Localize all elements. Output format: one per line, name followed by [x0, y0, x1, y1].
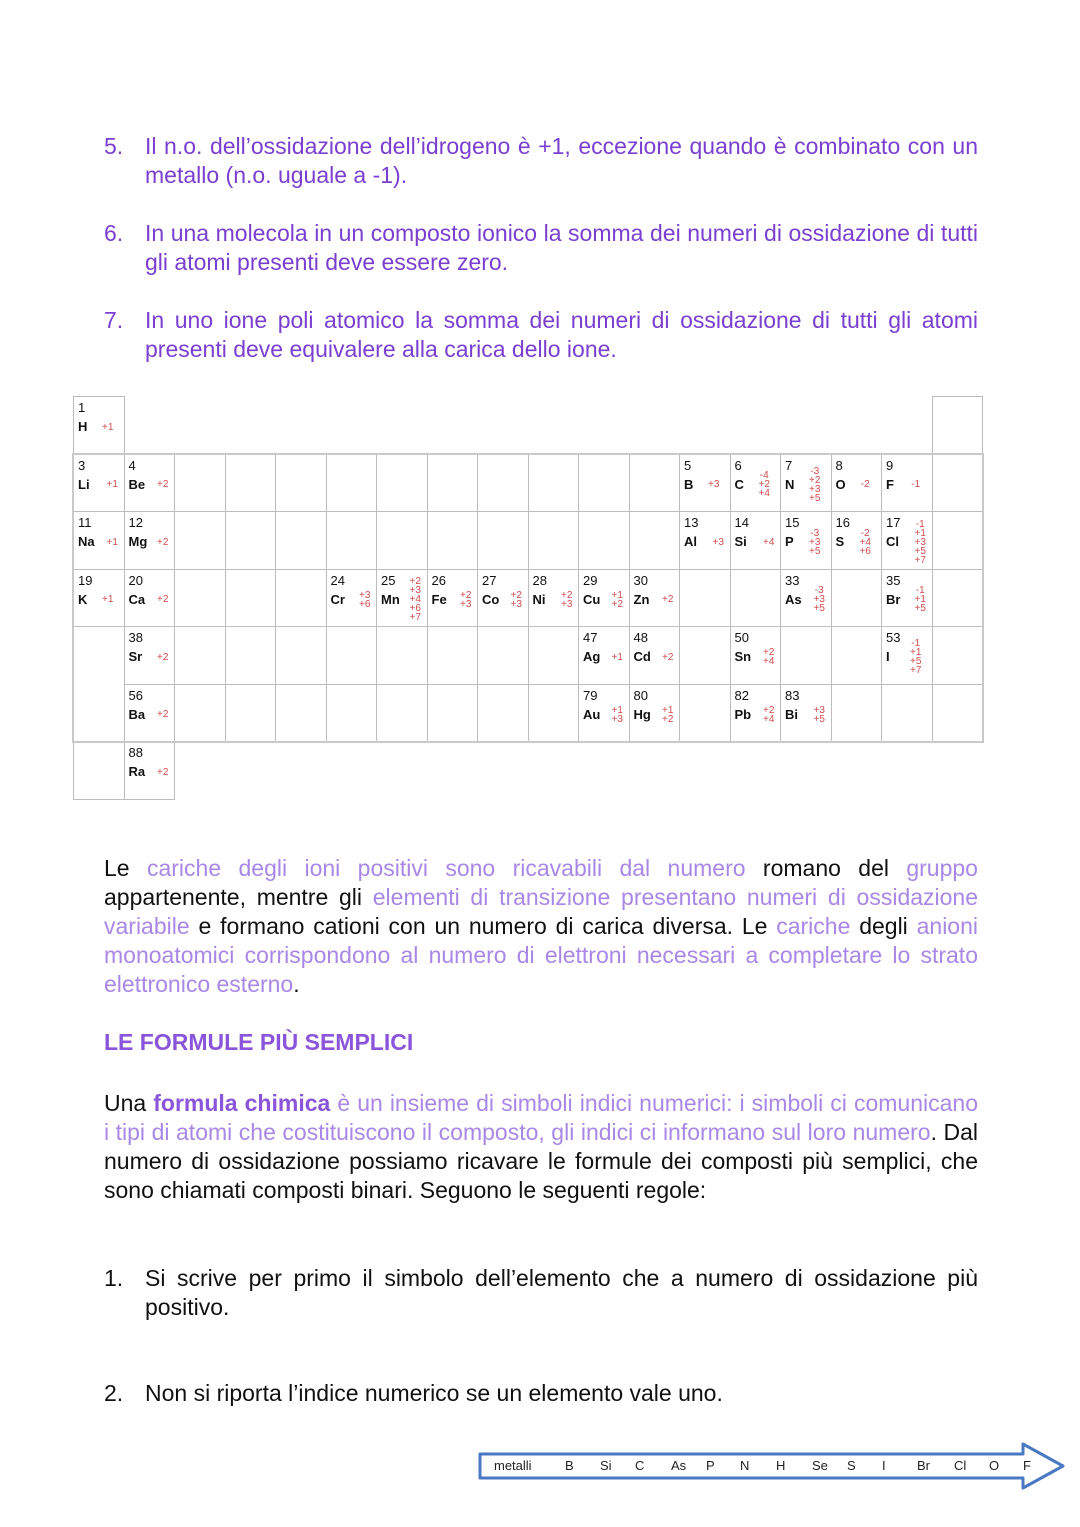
oxidation-state: +2 [662, 651, 674, 663]
oxidation-state: +3 [561, 598, 573, 610]
element-symbol: Ag [583, 649, 601, 664]
empty-cell [932, 454, 984, 513]
empty-cell [578, 511, 630, 570]
element-cell [376, 569, 428, 628]
element-symbol: Sn [734, 649, 752, 664]
oxidation-state: +2 [460, 589, 472, 601]
rule-number: 5. [104, 133, 124, 159]
oxidation-state: -1 [911, 638, 921, 649]
empty-cell [477, 684, 529, 743]
empty-cell [174, 511, 226, 570]
atomic-number: 35 [886, 572, 901, 588]
element-symbol: Ba [128, 706, 146, 722]
oxidation-state: +2 [157, 766, 169, 778]
rule-1 [104, 1264, 978, 1322]
empty-cell [326, 454, 378, 513]
atomic-number: 53 [886, 630, 901, 645]
atomic-number: 38 [128, 630, 143, 645]
oxidation-state: +6 [409, 603, 421, 614]
scale-label: S [847, 1458, 856, 1473]
empty-cell [427, 684, 479, 743]
rule-6 [104, 219, 978, 277]
element-cell [679, 454, 731, 513]
atomic-number: 20 [128, 572, 143, 588]
element-symbol: C [734, 476, 744, 492]
element-symbol: Mn [381, 591, 400, 607]
element-cell [730, 511, 782, 570]
element-cell [124, 626, 176, 685]
rule-2 [104, 1379, 978, 1408]
empty-cell [275, 684, 327, 743]
oxidation-state: +3 [708, 479, 720, 490]
text-run: formula chimica [153, 1090, 331, 1116]
oxidation-state: +1 [106, 479, 118, 490]
atomic-number: 27 [482, 572, 497, 588]
oxidation-state: +1 [611, 704, 623, 716]
element-symbol: I [886, 649, 890, 664]
rule-number: 6. [104, 220, 124, 246]
empty-cell [881, 684, 933, 743]
empty-cell [427, 454, 479, 513]
atomic-number: 29 [583, 572, 598, 588]
rule-5 [104, 132, 978, 190]
rule-number: 1. [104, 1265, 124, 1291]
element-symbol: P [785, 534, 794, 549]
rule-number: 7. [104, 307, 124, 333]
empty-cell [578, 454, 630, 513]
oxidation-state: +5 [809, 492, 821, 504]
element-cell [326, 569, 378, 628]
empty-cell [225, 454, 277, 513]
atomic-number: 33 [785, 572, 800, 588]
element-cell [780, 454, 832, 513]
element-cell [578, 626, 630, 685]
element-symbol: Cu [583, 591, 601, 607]
oxidation-state: +3 [460, 598, 472, 610]
empty-cell [376, 454, 428, 513]
text-run: cariche [776, 913, 851, 939]
text-run: cariche degli ioni positivi sono ricavabili dal numero [146, 855, 746, 881]
oxidation-state: -4 [759, 470, 769, 481]
scale-label: metalli [494, 1458, 532, 1473]
rule-text: In una molecola in un composto ionico la somma dei numeri di ossidazione di tutti gli atomi presenti deve essere zero. [145, 220, 978, 275]
element-symbol: Zn [633, 591, 650, 607]
scale-label: B [565, 1458, 574, 1473]
charges-paragraph [104, 854, 978, 999]
oxidation-state: +1 [914, 594, 926, 605]
element-cell [780, 511, 832, 570]
oxidation-state: +2 [611, 598, 623, 610]
oxidation-state: +3 [611, 713, 623, 725]
atomic-number: 6 [734, 457, 742, 473]
empty-cell [477, 511, 529, 570]
electronegativity-scale [480, 1455, 1040, 1479]
oxidation-state: +6 [359, 598, 371, 610]
empty-cell [225, 511, 277, 570]
oxidation-state: +1 [914, 527, 926, 539]
element-symbol: Fe [431, 591, 447, 607]
element-cell [578, 684, 630, 743]
empty-cell [275, 511, 327, 570]
element-cell [427, 569, 479, 628]
scale-label: O [989, 1458, 1000, 1473]
empty-cell [932, 511, 984, 570]
empty-cell [629, 511, 681, 570]
text-run: elementi di transizione presentano numeri di ossidazione variabile [104, 884, 979, 939]
oxidation-state: +1 [611, 589, 623, 601]
element-cell [881, 511, 933, 570]
scale-label: F [1023, 1458, 1031, 1473]
atomic-number: 7 [785, 457, 793, 473]
atomic-number: 4 [128, 457, 136, 473]
oxidation-state: -1 [915, 585, 925, 596]
empty-cell [932, 396, 984, 455]
oxidation-state: -3 [814, 585, 824, 596]
atomic-number: 14 [734, 515, 749, 530]
oxidation-state: +4 [763, 656, 775, 667]
empty-cell [376, 626, 428, 685]
oxidation-state: +4 [409, 594, 421, 605]
oxidation-state: +3 [510, 598, 522, 610]
element-symbol: S [835, 534, 845, 549]
empty-cell [376, 684, 428, 743]
atomic-number: 47 [583, 630, 598, 645]
empty-cell [932, 626, 984, 685]
element-cell [780, 684, 832, 743]
atomic-number: 28 [532, 572, 547, 588]
oxidation-state: +2 [662, 713, 674, 725]
empty-cell [427, 626, 479, 685]
atomic-number: 83 [785, 687, 800, 703]
element-symbol: As [785, 591, 802, 607]
empty-cell [174, 569, 226, 628]
oxidation-state: -3 [810, 465, 820, 477]
oxidation-state: +2 [157, 479, 169, 490]
rule-text: Il n.o. dell’ossidazione dell’idrogeno è +1, eccezione quando è combinato con un metallo (n.o. uguale a -1). [145, 133, 978, 188]
atomic-number: 88 [128, 745, 143, 760]
oxidation-state: +3 [914, 536, 926, 548]
oxidation-state: +3 [813, 594, 825, 605]
text-run: e formano cationi con un numero di carica diversa. Le [189, 913, 777, 939]
empty-cell [427, 511, 479, 570]
empty-cell [376, 511, 428, 570]
element-symbol: Pb [734, 706, 752, 722]
scale-label: Br [917, 1458, 930, 1473]
rule-text: Si scrive per primo il simbolo dell’elemento che a numero di ossidazione più positivo. [145, 1265, 978, 1320]
element-symbol: H [78, 419, 88, 434]
element-cell [831, 454, 883, 513]
oxidation-state: +5 [813, 603, 825, 614]
atomic-number: 17 [886, 515, 901, 530]
oxidation-state: +1 [662, 704, 674, 716]
text-run: . [293, 971, 300, 997]
element-cell [578, 569, 630, 628]
oxidation-state: +3 [809, 536, 821, 548]
oxidation-state: +3 [712, 536, 724, 548]
oxidation-state: +2 [758, 479, 770, 490]
oxidation-state: +2 [157, 651, 169, 663]
empty-cell [730, 569, 782, 628]
element-cell [730, 626, 782, 685]
element-symbol: Au [583, 706, 601, 722]
element-cell [629, 684, 681, 743]
atomic-number: 30 [633, 572, 648, 588]
empty-cell [679, 684, 731, 743]
formula-paragraph [104, 1089, 978, 1205]
oxidation-state: +7 [914, 554, 926, 566]
oxidation-state: -3 [810, 527, 820, 539]
element-cell [881, 626, 933, 685]
oxidation-state: +2 [662, 594, 674, 605]
element-cell [730, 684, 782, 743]
empty-cell [679, 569, 731, 628]
atomic-number: 50 [734, 630, 749, 645]
element-symbol: Ni [532, 591, 546, 607]
empty-cell [477, 454, 529, 513]
empty-cell [629, 454, 681, 513]
oxidation-state: +1 [102, 594, 114, 605]
scale-label: P [706, 1458, 715, 1473]
empty-cell [174, 626, 226, 685]
oxidation-state: -2 [860, 479, 870, 490]
element-symbol: Co [482, 591, 500, 607]
atomic-number: 8 [835, 457, 843, 473]
element-symbol: Ca [128, 591, 146, 607]
empty-cell [780, 626, 832, 685]
empty-cell [528, 454, 580, 513]
element-cell [831, 511, 883, 570]
element-symbol: Hg [633, 706, 651, 722]
text-run: anioni monoatomici corrispondono al numero di elettroni necessari a completare lo strato elettronico esterno [104, 913, 978, 997]
atomic-number: 56 [128, 687, 143, 703]
element-symbol: Bi [785, 706, 798, 722]
element-symbol: Na [78, 534, 95, 549]
atomic-number: 16 [835, 515, 850, 530]
empty-cell [275, 569, 327, 628]
element-cell [73, 454, 125, 513]
element-symbol: B [684, 476, 694, 492]
empty-cell [326, 511, 378, 570]
oxidation-state: +3 [409, 585, 421, 596]
oxidation-state: +2 [809, 474, 821, 486]
oxidation-state: +4 [758, 488, 770, 499]
element-cell [73, 569, 125, 628]
oxidation-state: +1 [611, 651, 623, 663]
element-cell [124, 684, 176, 743]
element-cell [679, 511, 731, 570]
oxidation-state: +3 [359, 589, 371, 601]
oxidation-state: +1 [102, 421, 114, 433]
element-cell [881, 569, 933, 628]
text-run: Una [104, 1090, 154, 1116]
scale-label: Cl [954, 1458, 967, 1473]
text-run: appartenente, mentre gli [104, 884, 373, 910]
text-run: è un insieme di simboli indici numerici: i simboli ci comunicano i tipi di atomi che costituiscono il composto, gli indici ci informano sul loro numero [104, 1090, 978, 1145]
element-symbol: F [886, 476, 894, 492]
scale-label: N [740, 1458, 750, 1473]
empty-cell [528, 626, 580, 685]
oxidation-state: +2 [157, 536, 169, 548]
empty-cell [528, 684, 580, 743]
oxidation-state: +2 [763, 647, 775, 658]
element-symbol: Be [128, 476, 146, 492]
element-cell [528, 569, 580, 628]
element-cell [124, 569, 176, 628]
element-symbol: Cr [330, 591, 345, 607]
oxidation-state: +2 [561, 589, 573, 601]
empty-cell [831, 569, 883, 628]
rule-text: Non si riporta l’indice numerico se un elemento vale uno. [145, 1380, 723, 1406]
empty-cell [326, 684, 378, 743]
atomic-number: 26 [431, 572, 446, 588]
text-run: gruppo [906, 855, 978, 881]
section-heading: LE FORMULE PIÙ SEMPLICI [104, 1029, 414, 1055]
atomic-number: 15 [785, 515, 800, 530]
element-cell [477, 569, 529, 628]
empty-cell [477, 626, 529, 685]
element-symbol: N [785, 476, 795, 492]
rule-text: In uno ione poli atomico la somma dei numeri di ossidazione di tutti gli atomi presenti deve equivalere alla carica dello ione. [145, 307, 978, 362]
scale-label: As [671, 1458, 687, 1473]
atomic-number: 80 [633, 687, 648, 703]
empty-cell [831, 626, 883, 685]
oxidation-state: +3 [809, 483, 821, 495]
atomic-number: 9 [886, 457, 894, 473]
empty-cell [932, 684, 984, 743]
element-symbol: Br [886, 591, 901, 607]
text-run: degli [850, 913, 917, 939]
atomic-number: 3 [78, 457, 86, 473]
empty-cell [831, 684, 883, 743]
oxidation-state: -1 [915, 518, 925, 530]
element-cell [881, 454, 933, 513]
oxidation-state: +4 [763, 713, 775, 725]
rule-number: 2. [104, 1380, 124, 1406]
atomic-number: 11 [78, 515, 92, 530]
atomic-number: 1 [78, 400, 86, 415]
empty-cell [275, 626, 327, 685]
oxidation-state: +5 [914, 545, 926, 557]
element-cell [780, 569, 832, 628]
element-symbol: Al [684, 534, 697, 549]
element-cell [124, 454, 176, 513]
atomic-number: 25 [381, 572, 396, 588]
text-run: Le [104, 855, 147, 881]
empty-cell [326, 626, 378, 685]
element-symbol: Cd [633, 649, 651, 664]
empty-cell [73, 741, 125, 800]
oxidation-state: +2 [409, 576, 421, 587]
empty-cell [174, 454, 226, 513]
oxidation-state: +1 [910, 647, 922, 658]
oxidation-state: +5 [809, 545, 821, 557]
oxidation-state: +7 [409, 612, 421, 623]
atomic-number: 12 [128, 515, 143, 530]
oxidation-state: +1 [106, 536, 118, 548]
element-cell [730, 454, 782, 513]
element-cell [73, 396, 125, 455]
atomic-number: 5 [684, 457, 692, 473]
atomic-number: 24 [330, 572, 345, 588]
oxidation-state: -1 [911, 479, 921, 490]
element-symbol: K [78, 591, 88, 607]
element-symbol: O [835, 476, 846, 492]
empty-cell [679, 626, 731, 685]
text-run: . Dal numero di ossidazione possiamo ricavare le formule dei composti più semplici, che sono chiamati composti binari. Seguono le seguenti regole: [104, 1119, 978, 1203]
oxidation-state: -2 [860, 527, 870, 539]
element-symbol: Mg [128, 534, 148, 549]
oxidation-state: +3 [813, 704, 825, 716]
empty-cell [225, 569, 277, 628]
scale-label: H [776, 1458, 786, 1473]
table-outline [72, 453, 984, 744]
oxidation-state: +2 [763, 704, 775, 716]
empty-cell [225, 626, 277, 685]
element-cell [73, 511, 125, 570]
oxidation-state: +2 [510, 589, 522, 601]
element-symbol: Cl [886, 534, 899, 549]
element-symbol: Sr [128, 649, 143, 664]
scale-label: Se [812, 1458, 828, 1473]
atomic-number: 19 [78, 572, 93, 588]
empty-cell [932, 569, 984, 628]
oxidation-state: +4 [763, 536, 775, 548]
element-symbol: Ra [128, 764, 146, 779]
empty-cell [174, 684, 226, 743]
atomic-number: 79 [583, 687, 598, 703]
oxidation-state: +4 [859, 536, 871, 548]
oxidation-state: +5 [910, 656, 922, 667]
oxidation-state: +6 [859, 545, 871, 557]
oxidation-state: +5 [914, 603, 926, 614]
atomic-number: 13 [684, 515, 699, 530]
oxidation-state: +2 [157, 709, 169, 720]
element-cell [629, 626, 681, 685]
empty-cell [225, 684, 277, 743]
scale-label: Si [600, 1458, 612, 1473]
text-run: romano del [745, 855, 907, 881]
element-symbol: Si [734, 534, 747, 549]
atomic-number: 82 [734, 687, 749, 703]
oxidation-state: +5 [813, 713, 825, 725]
scale-label: I [882, 1458, 886, 1473]
empty-cell [528, 511, 580, 570]
element-cell [124, 741, 176, 800]
scale-label: C [635, 1458, 645, 1473]
atomic-number: 48 [633, 630, 648, 645]
oxidation-state: +7 [910, 665, 922, 676]
element-cell [124, 511, 176, 570]
element-symbol: Li [78, 476, 90, 492]
oxidation-state: +2 [157, 594, 169, 605]
empty-cell [275, 454, 327, 513]
rule-7 [104, 306, 978, 364]
element-cell [629, 569, 681, 628]
